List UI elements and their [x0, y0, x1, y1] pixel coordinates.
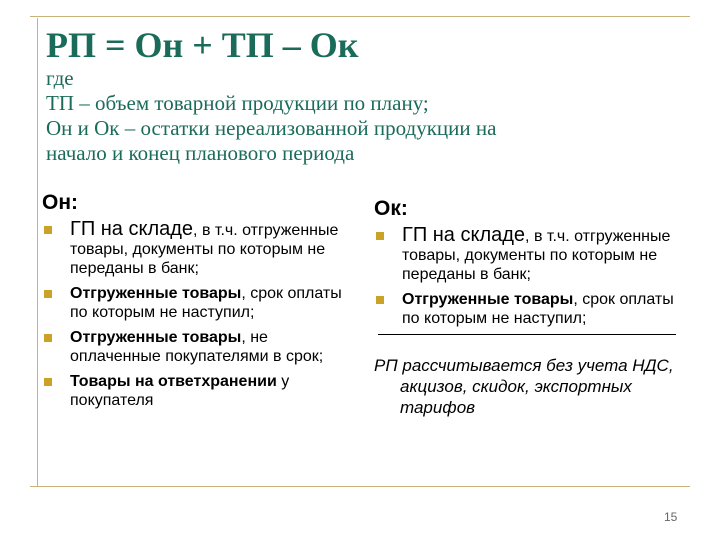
definition-line-2: ТП – объем товарной продукции по плану; [46, 91, 429, 115]
definition-line-1: где [46, 66, 74, 90]
item-lead: ГП на складе [70, 218, 194, 240]
list-item [42, 220, 342, 278]
list-item [374, 290, 679, 328]
item-text: у покупателя [70, 373, 290, 409]
left-column [42, 190, 342, 416]
bullet-icon [376, 232, 384, 240]
slide-title [46, 24, 686, 166]
bullet-icon [44, 334, 52, 342]
right-column [374, 196, 679, 418]
item-lead: Отгруженные товары [70, 285, 242, 302]
bullet-icon [44, 226, 52, 234]
item-lead: ГП на складе [402, 224, 526, 246]
item-text: , в т.ч. отгруженные товары, документы по которым не переданы в банк; [70, 222, 339, 277]
definition-line-3: Он и Ок – остатки нереализованной продукции на [46, 116, 497, 140]
formula: РП = Он + ТП – Ок [46, 25, 359, 65]
list-item [374, 226, 679, 284]
list-item [42, 328, 342, 366]
top-rule [30, 16, 690, 17]
bullet-icon [44, 290, 52, 298]
item-lead: Отгруженные товары [402, 291, 574, 308]
list-item [42, 284, 342, 322]
item-text: , не оплаченные покупателями в срок; [70, 329, 324, 365]
item-text: , срок оплаты по которым не наступил; [402, 291, 674, 327]
item-text: , срок оплаты по которым не наступил; [70, 285, 342, 321]
bullet-icon [44, 378, 52, 386]
item-text: , в т.ч. отгруженные товары, документы по которым не переданы в банк; [402, 228, 671, 283]
left-list [42, 220, 342, 410]
list-item [42, 372, 342, 410]
definition-line-4: начало и конец планового периода [46, 141, 355, 165]
left-rule [37, 18, 38, 486]
page-number: 15 [664, 510, 678, 524]
bullet-icon [376, 296, 384, 304]
left-heading: Он: [42, 191, 79, 214]
divider [378, 334, 676, 335]
right-list [374, 226, 679, 328]
item-lead: Товары на ответхранении [70, 373, 277, 390]
right-heading: Ок: [374, 197, 408, 220]
note: РП рассчитывается без учета НДС, акцизов, скидок, экспортных тарифов [374, 356, 674, 417]
item-lead: Отгруженные товары [70, 329, 242, 346]
bottom-rule [30, 486, 690, 487]
